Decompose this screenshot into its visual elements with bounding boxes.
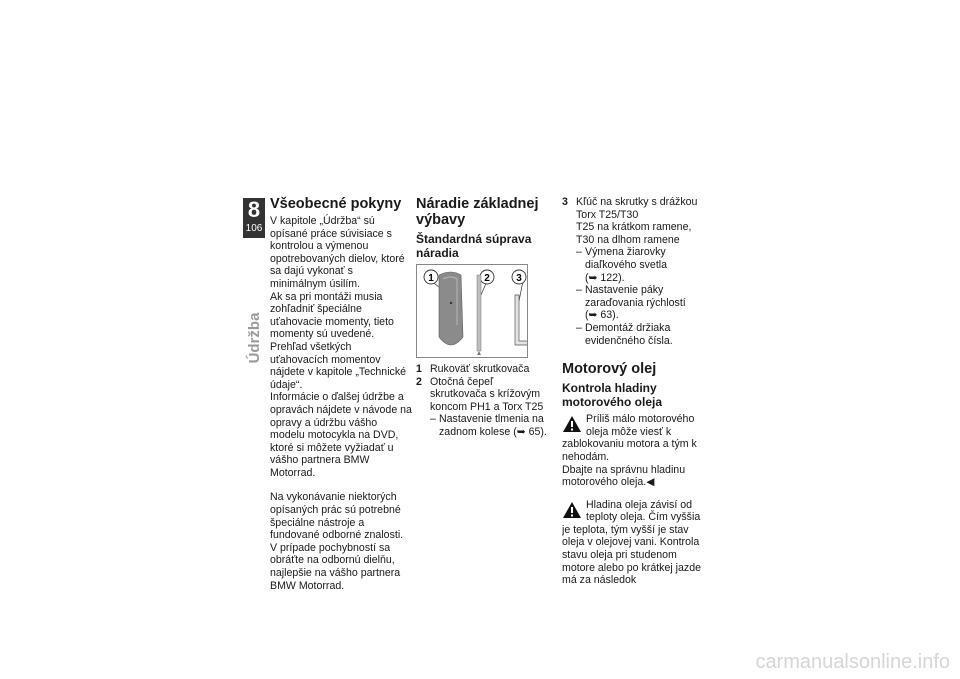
page-reference[interactable]: (➥ 63).	[585, 309, 619, 322]
watermark-text: carmanualsonline.info	[755, 651, 950, 673]
page-reference[interactable]: (➥ 122).	[585, 271, 625, 284]
list-item: 2 Otočná čepeľ skrutkovača s krížovým koncom PH1 a Torx T25	[416, 375, 544, 413]
sub-list-item: – Nastavenie tlmenia na zadnom kolese (➥ 65).	[430, 413, 547, 438]
column-engine-oil	[562, 196, 702, 587]
screwdriver-handle	[439, 272, 463, 345]
page-number: 106	[245, 223, 263, 234]
column-general-notes	[270, 196, 412, 592]
subsection-title-toolkit: Štandardná súprava náradia	[416, 232, 532, 260]
list-item: 1 Rukoväť skrutkovača	[416, 363, 530, 375]
subsection-title-oil-level: Kontrola hladiny motorového oleja	[562, 381, 663, 409]
chapter-tab	[243, 198, 265, 238]
warning-block: Hladina oleja závisí od teploty oleja. Čím vyššia je teplota, tým vyšší je stav oleja v olejovej vani. Kontrola stavu oleja pri studenom motore alebo po krátkej jazde má za následok	[562, 498, 701, 587]
warning-triangle-icon	[562, 414, 582, 434]
chapter-number: 8	[247, 197, 261, 222]
torx-key	[515, 295, 528, 345]
callout-1: 1	[428, 273, 434, 284]
list-item: 3 Kľúč na skrutky s drážkou Torx T25/T30	[562, 196, 698, 221]
section-title-engine-oil: Motorový olej	[562, 361, 657, 378]
arrow-right-icon: ➥	[516, 425, 526, 438]
paragraph: Ak sa pri montáži musia zohľadniť špeciálne uťahovacie momenty, tieto momenty sú uvedené. Prehľad všetkých uťahovacích momentov nájdete v kapitole „Technické údaje“.	[270, 290, 407, 391]
arrow-right-icon: ➥	[588, 271, 598, 284]
sub-list-item: – Nastavenie páky zaraďovania rýchlostí (➥ 63).	[576, 284, 686, 322]
toolkit-illustration	[416, 264, 528, 358]
callout-2: 2	[484, 273, 490, 284]
callout-3: 3	[516, 273, 522, 284]
section-title-tools: Náradie základnej výbavy	[416, 196, 539, 228]
warning-triangle-icon	[562, 500, 582, 520]
paragraph: V kapitole „Údržba“ sú opísané práce súvisiace s kontrolou a výmenou opotrebovaných dielov, ktoré sa dajú vykonať s minimálnym úsilím.	[270, 215, 405, 290]
sub-list-item: – Výmena žiarovky diaľkového svetla (➥ 122).	[576, 246, 668, 284]
paragraph: Na vykonávanie niektorých opísaných prác sú potrebné špeciálne nástroje a fundované odborné znalosti. V prípade pochybností sa obráťte na odbornú dielňu, najlepšie na vášho partnera BMW Motorrad.	[270, 491, 404, 592]
paragraph: T25 na krátkom ramene, T30 na dlhom ramene	[576, 221, 692, 246]
end-marker-icon: ◀	[646, 476, 655, 489]
arrow-right-icon: ➥	[588, 309, 598, 322]
page-reference[interactable]: (➥ 65).	[513, 425, 547, 438]
sub-list-item: – Demontáž držiaka evidenčného čísla.	[576, 321, 673, 347]
column-tools	[416, 196, 550, 439]
paragraph: Informácie o ďalšej údržbe a opravách nájdete v návode na opravy a údržbu vášho modelu motocykla na DVD, ktoré si môžete vyžiadať u vášho partnera BMW Motorrad.	[270, 391, 412, 479]
section-title-general: Všeobecné pokyny	[270, 196, 402, 212]
chapter-side-label: Údržba	[246, 312, 263, 364]
screwdriver-blade	[477, 275, 481, 351]
warning-block: Príliš málo motorového oleja môže viesť k zablokovaniu motora a tým k nehodám. Dbajte na správnu hladinu motorového oleja.◀	[562, 413, 697, 489]
